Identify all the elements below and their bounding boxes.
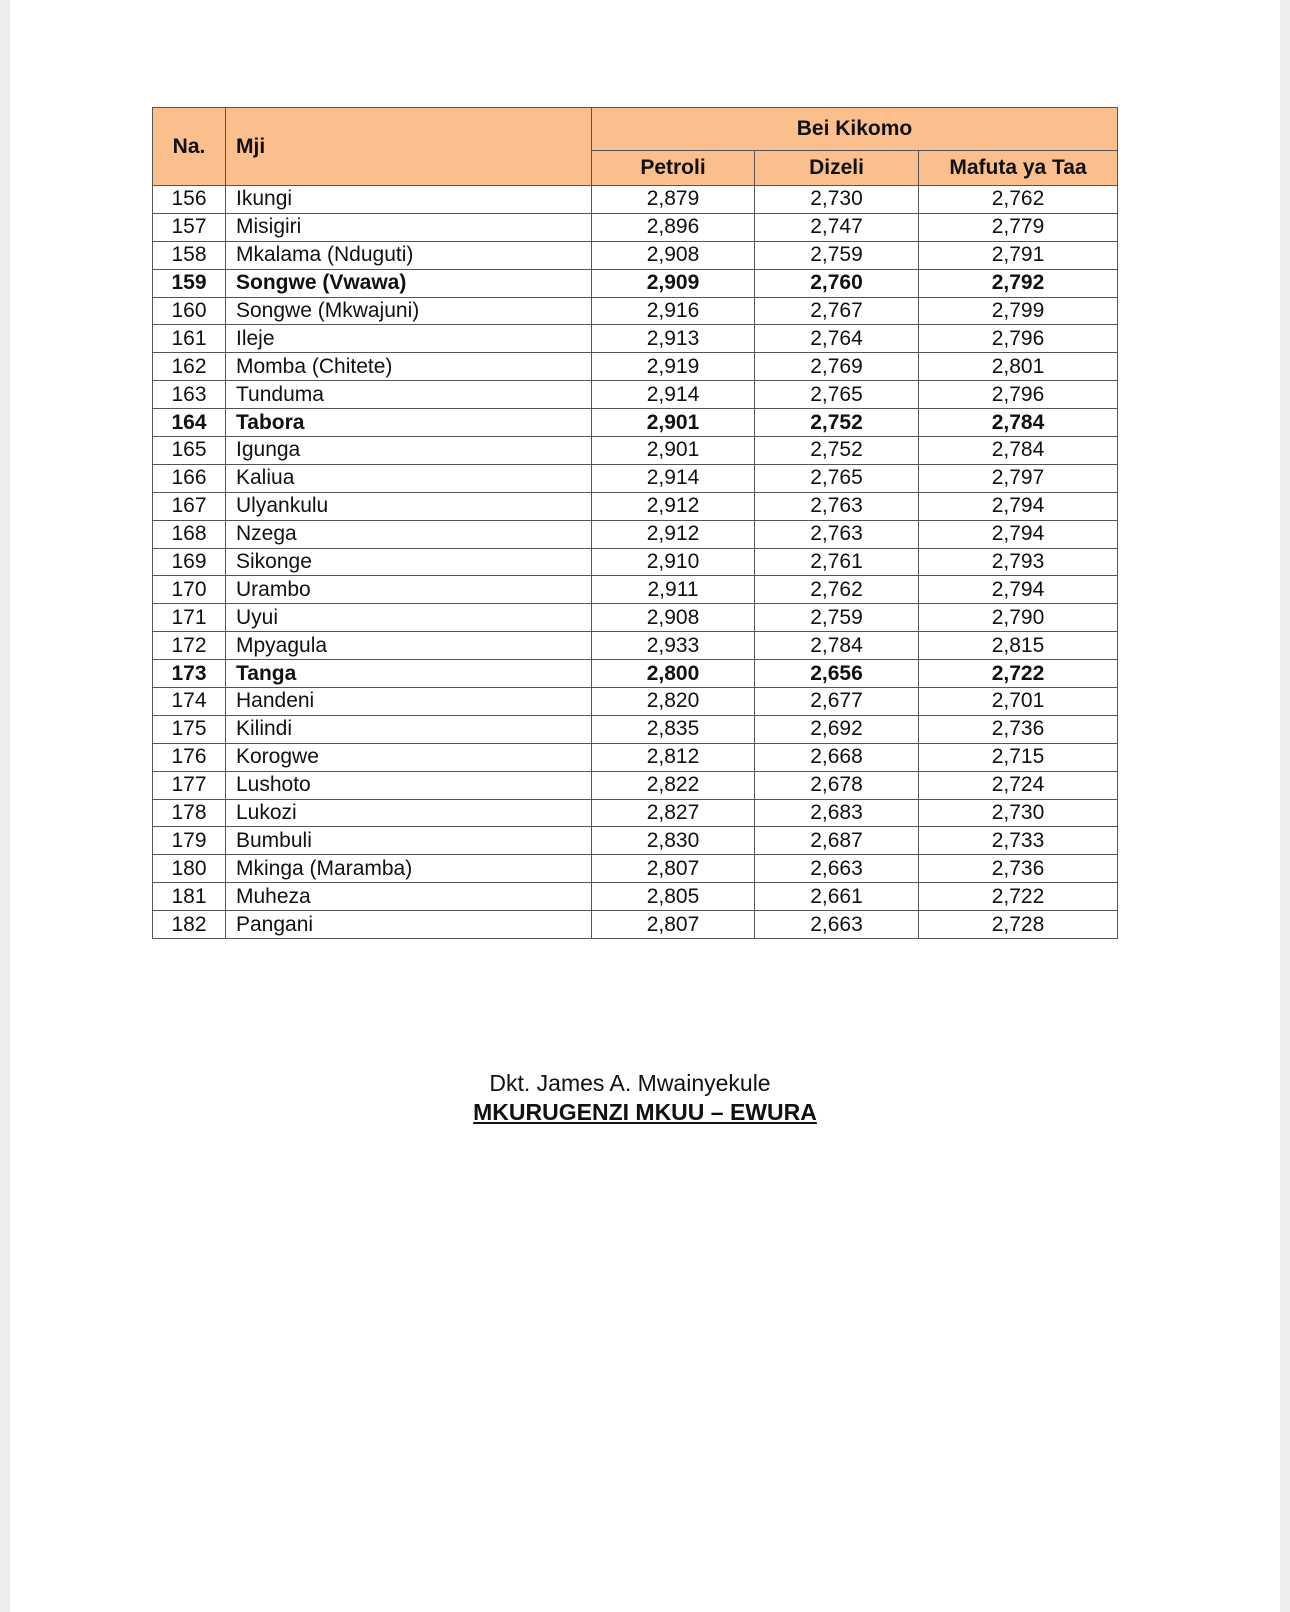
table-row [153,660,1118,688]
cell-petroli: 2,807 [592,911,755,939]
cell-mji: Uyui [226,604,592,632]
table-row [153,381,1118,409]
cell-dizeli: 2,763 [755,492,919,520]
cell-petroli: 2,912 [592,520,755,548]
cell-mji: Ileje [226,325,592,353]
cell-dizeli: 2,760 [755,269,919,297]
cell-petroli: 2,913 [592,325,755,353]
cell-na: 161 [153,325,226,353]
header-dizeli: Dizeli [755,151,919,186]
cell-mafuta-ya-taa: 2,730 [919,799,1118,827]
cell-dizeli: 2,784 [755,632,919,660]
cell-mji: Sikonge [226,548,592,576]
cell-dizeli: 2,656 [755,660,919,688]
header-mji: Mji [226,108,592,186]
table-row [153,911,1118,939]
cell-na: 157 [153,213,226,241]
cell-mafuta-ya-taa: 2,784 [919,437,1118,465]
cell-dizeli: 2,677 [755,688,919,716]
cell-petroli: 2,879 [592,186,755,214]
table-row [153,269,1118,297]
cell-mji: Tabora [226,409,592,437]
cell-dizeli: 2,661 [755,883,919,911]
cell-na: 158 [153,241,226,269]
signatory-title: MKURUGENZI MKUU – EWURA [473,1099,817,1125]
header-petroli: Petroli [592,151,755,186]
cell-dizeli: 2,769 [755,353,919,381]
cell-mafuta-ya-taa: 2,724 [919,771,1118,799]
cell-na: 174 [153,688,226,716]
cell-dizeli: 2,730 [755,186,919,214]
cell-dizeli: 2,761 [755,548,919,576]
cell-petroli: 2,910 [592,548,755,576]
cell-mafuta-ya-taa: 2,793 [919,548,1118,576]
cell-mji: Ikungi [226,186,592,214]
table-row [153,325,1118,353]
cell-petroli: 2,896 [592,213,755,241]
cell-na: 173 [153,660,226,688]
table-row [153,883,1118,911]
cell-mafuta-ya-taa: 2,779 [919,213,1118,241]
cell-mafuta-ya-taa: 2,794 [919,576,1118,604]
cell-mafuta-ya-taa: 2,794 [919,492,1118,520]
cell-na: 180 [153,855,226,883]
cell-mji: Ulyankulu [226,492,592,520]
cell-na: 160 [153,297,226,325]
cell-mji: Songwe (Mkwajuni) [226,297,592,325]
cell-na: 164 [153,409,226,437]
table-row [153,186,1118,214]
cell-mafuta-ya-taa: 2,728 [919,911,1118,939]
table-row [153,353,1118,381]
cell-dizeli: 2,765 [755,464,919,492]
cell-na: 181 [153,883,226,911]
cell-petroli: 2,830 [592,827,755,855]
table-row [153,576,1118,604]
cell-na: 168 [153,520,226,548]
cell-petroli: 2,916 [592,297,755,325]
header-na: Na. [153,108,226,186]
cell-petroli: 2,908 [592,241,755,269]
cell-mji: Nzega [226,520,592,548]
cell-na: 166 [153,464,226,492]
cell-mji: Lukozi [226,799,592,827]
cell-mji: Tanga [226,660,592,688]
cell-mafuta-ya-taa: 2,792 [919,269,1118,297]
cell-petroli: 2,822 [592,771,755,799]
cell-na: 178 [153,799,226,827]
table-row [153,437,1118,465]
cell-mji: Mkalama (Nduguti) [226,241,592,269]
cell-dizeli: 2,759 [755,604,919,632]
cell-na: 170 [153,576,226,604]
cell-mji: Kilindi [226,715,592,743]
cell-petroli: 2,914 [592,381,755,409]
cell-na: 162 [153,353,226,381]
cell-petroli: 2,909 [592,269,755,297]
cell-na: 165 [153,437,226,465]
table-row [153,548,1118,576]
cell-mji: Tunduma [226,381,592,409]
cell-na: 159 [153,269,226,297]
cell-petroli: 2,807 [592,855,755,883]
cell-mafuta-ya-taa: 2,797 [919,464,1118,492]
cell-mafuta-ya-taa: 2,794 [919,520,1118,548]
cell-petroli: 2,827 [592,799,755,827]
cell-na: 175 [153,715,226,743]
cell-dizeli: 2,683 [755,799,919,827]
cell-petroli: 2,812 [592,743,755,771]
cell-mji: Handeni [226,688,592,716]
cell-dizeli: 2,765 [755,381,919,409]
cell-mji: Mpyagula [226,632,592,660]
table-row [153,492,1118,520]
table-row [153,409,1118,437]
table-row [153,464,1118,492]
cell-na: 177 [153,771,226,799]
table-row [153,771,1118,799]
table-row [153,297,1118,325]
cell-mafuta-ya-taa: 2,736 [919,715,1118,743]
cell-petroli: 2,914 [592,464,755,492]
cell-petroli: 2,901 [592,409,755,437]
cell-mafuta-ya-taa: 2,790 [919,604,1118,632]
cell-dizeli: 2,767 [755,297,919,325]
cell-mji: Kaliua [226,464,592,492]
cell-dizeli: 2,762 [755,576,919,604]
cell-mji: Lushoto [226,771,592,799]
cell-na: 172 [153,632,226,660]
cell-dizeli: 2,692 [755,715,919,743]
cell-petroli: 2,820 [592,688,755,716]
cell-dizeli: 2,678 [755,771,919,799]
table-row [153,213,1118,241]
cell-petroli: 2,933 [592,632,755,660]
cell-mji: Korogwe [226,743,592,771]
cell-mafuta-ya-taa: 2,784 [919,409,1118,437]
cell-mafuta-ya-taa: 2,701 [919,688,1118,716]
cell-na: 176 [153,743,226,771]
header-bei-kikomo: Bei Kikomo [592,108,1118,151]
cell-mji: Bumbuli [226,827,592,855]
table-row [153,688,1118,716]
cell-petroli: 2,911 [592,576,755,604]
cell-mji: Urambo [226,576,592,604]
table-body [153,186,1118,939]
table-row [153,827,1118,855]
cell-mafuta-ya-taa: 2,722 [919,660,1118,688]
table-row [153,743,1118,771]
cell-mji: Pangani [226,911,592,939]
cell-dizeli: 2,687 [755,827,919,855]
cell-mafuta-ya-taa: 2,801 [919,353,1118,381]
cell-dizeli: 2,663 [755,911,919,939]
table-row [153,520,1118,548]
cell-dizeli: 2,759 [755,241,919,269]
cell-petroli: 2,805 [592,883,755,911]
cell-mafuta-ya-taa: 2,796 [919,325,1118,353]
cell-dizeli: 2,663 [755,855,919,883]
cell-na: 167 [153,492,226,520]
cell-petroli: 2,908 [592,604,755,632]
table-row [153,604,1118,632]
cell-mafuta-ya-taa: 2,791 [919,241,1118,269]
cell-mafuta-ya-taa: 2,715 [919,743,1118,771]
header-mafuta-ya-taa: Mafuta ya Taa [919,151,1118,186]
cell-na: 179 [153,827,226,855]
table-row [153,241,1118,269]
cell-dizeli: 2,752 [755,409,919,437]
cell-dizeli: 2,747 [755,213,919,241]
cell-na: 182 [153,911,226,939]
cell-na: 169 [153,548,226,576]
table-row [153,715,1118,743]
cell-petroli: 2,901 [592,437,755,465]
cell-mji: Igunga [226,437,592,465]
cell-mji: Muheza [226,883,592,911]
fuel-price-table [152,107,1118,939]
cell-mji: Mkinga (Maramba) [226,855,592,883]
cell-mafuta-ya-taa: 2,762 [919,186,1118,214]
cell-dizeli: 2,764 [755,325,919,353]
cell-mji: Momba (Chitete) [226,353,592,381]
cell-dizeli: 2,752 [755,437,919,465]
cell-na: 163 [153,381,226,409]
cell-petroli: 2,835 [592,715,755,743]
cell-na: 171 [153,604,226,632]
cell-mji: Songwe (Vwawa) [226,269,592,297]
cell-mafuta-ya-taa: 2,736 [919,855,1118,883]
signatory-name-text: Dkt. James A. Mwainyekule [489,1070,771,1096]
cell-dizeli: 2,763 [755,520,919,548]
cell-dizeli: 2,668 [755,743,919,771]
cell-petroli: 2,919 [592,353,755,381]
cell-mafuta-ya-taa: 2,796 [919,381,1118,409]
table-row [153,799,1118,827]
cell-petroli: 2,800 [592,660,755,688]
cell-mafuta-ya-taa: 2,799 [919,297,1118,325]
table-row [153,632,1118,660]
table-row [153,855,1118,883]
cell-mafuta-ya-taa: 2,733 [919,827,1118,855]
cell-na: 156 [153,186,226,214]
cell-mji: Misigiri [226,213,592,241]
signatory-name [0,1070,1290,1097]
cell-petroli: 2,912 [592,492,755,520]
cell-mafuta-ya-taa: 2,815 [919,632,1118,660]
cell-mafuta-ya-taa: 2,722 [919,883,1118,911]
